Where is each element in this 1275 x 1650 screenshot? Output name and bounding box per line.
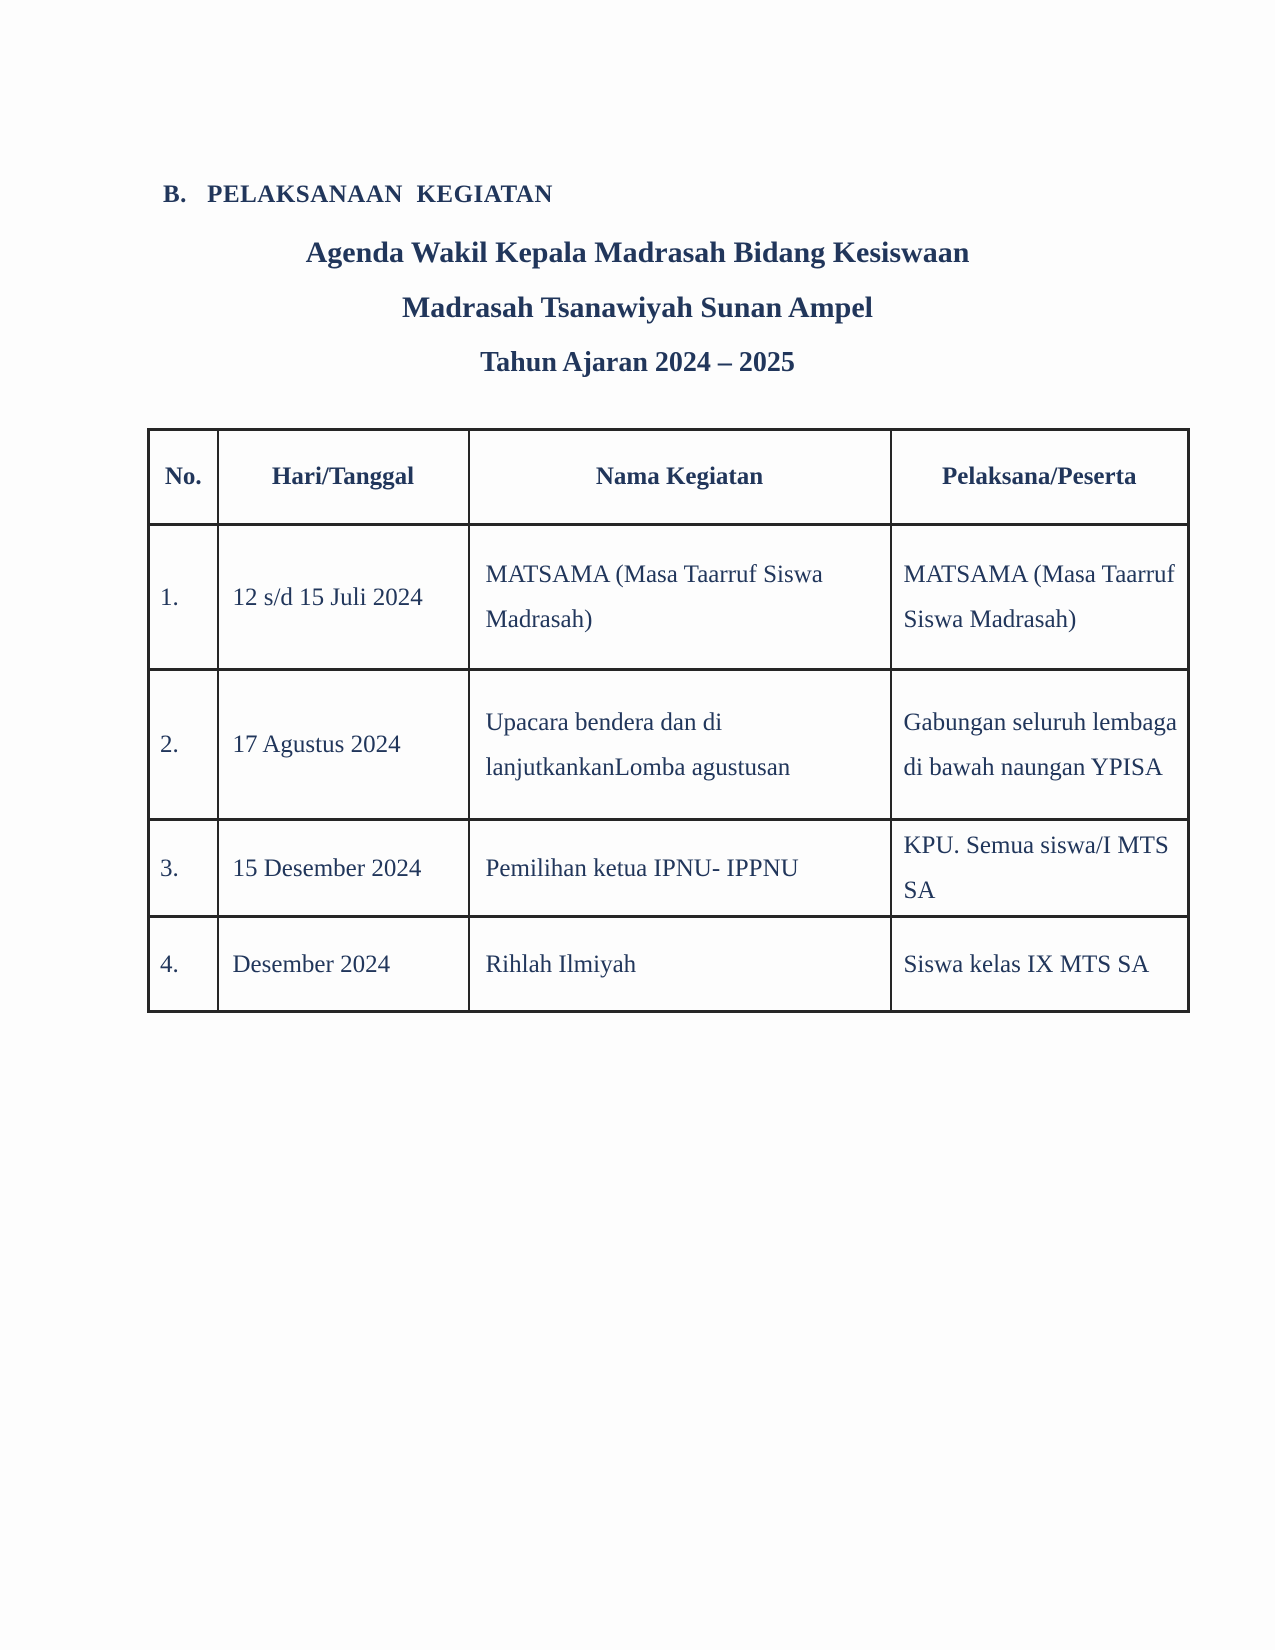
table-row: [149, 820, 1189, 917]
document-title-line-1: Agenda Wakil Kepala Madrasah Bidang Kesiswaan: [305, 236, 970, 269]
cell-nama-kegiatan: Pemilihan ketua IPNU- IPPNU: [469, 820, 891, 917]
cell-no: 3.: [149, 820, 218, 917]
table-row: [149, 917, 1189, 1012]
cell-pelaksana-peserta: Siswa kelas IX MTS SA: [891, 917, 1189, 1012]
table-row: [149, 525, 1189, 670]
agenda-table-body: [149, 525, 1189, 1012]
cell-pelaksana-peserta: MATSAMA (Masa Taarruf Siswa Madrasah): [891, 525, 1189, 670]
cell-hari-tanggal: 12 s/d 15 Juli 2024: [218, 525, 469, 670]
header-nama-kegiatan: Nama Kegiatan: [469, 430, 891, 525]
header-hari-tanggal: Hari/Tanggal: [218, 430, 469, 525]
cell-no: 4.: [149, 917, 218, 1012]
table-row: [149, 670, 1189, 820]
cell-no: 2.: [149, 670, 218, 820]
header-pelaksana-peserta: Pelaksana/Peserta: [891, 430, 1189, 525]
cell-no: 1.: [149, 525, 218, 670]
section-heading: B. PELAKSANAAN KEGIATAN: [163, 181, 553, 208]
cell-pelaksana-peserta: KPU. Semua siswa/I MTS SA: [891, 820, 1189, 917]
cell-nama-kegiatan: Rihlah Ilmiyah: [469, 917, 891, 1012]
cell-hari-tanggal: Desember 2024: [218, 917, 469, 1012]
cell-nama-kegiatan: Upacara bendera dan di lanjutkankanLomba agustusan: [469, 670, 891, 820]
cell-pelaksana-peserta: Gabungan seluruh lembaga di bawah naungan YPISA: [891, 670, 1189, 820]
cell-hari-tanggal: 15 Desember 2024: [218, 820, 469, 917]
cell-hari-tanggal: 17 Agustus 2024: [218, 670, 469, 820]
document-title-line-2: Madrasah Tsanawiyah Sunan Ampel: [401, 291, 873, 324]
agenda-table: [147, 428, 1190, 1013]
document-title-line-3: Tahun Ajaran 2024 – 2025: [480, 347, 795, 378]
cell-nama-kegiatan: MATSAMA (Masa Taarruf Siswa Madrasah): [469, 525, 891, 670]
table-header-row: [149, 430, 1189, 525]
header-no: No.: [149, 430, 218, 525]
